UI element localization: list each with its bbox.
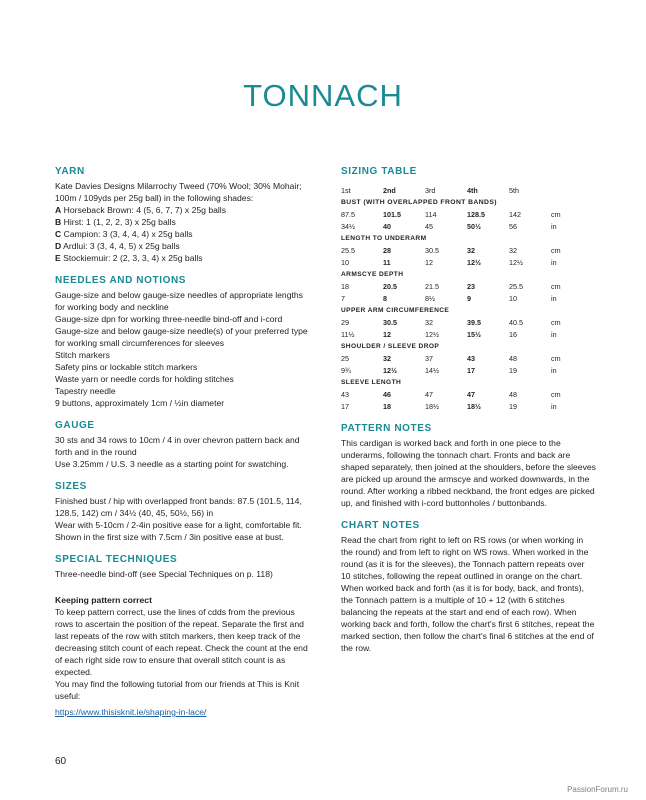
shade-text: Ardlui: 3 (3, 4, 4, 5) x 25g balls [63,241,180,251]
table-cell: in [551,221,557,231]
size-header-row [341,184,591,196]
table-cell: 8 [383,293,387,303]
needles-line: Waste yarn or needle cords for holding stitches [55,374,234,384]
table-cell: 32 [383,353,391,363]
table-group-label: UPPER ARM CIRCUMFERENCE [341,306,450,314]
table-cell: 25.5 [341,245,355,255]
table-cell: 142 [509,209,521,219]
table-cell: 1st [341,185,351,195]
needles-line: Gauge-size and below gauge-size needles of appropriate lengths for working body and neckline [55,290,303,312]
table-cell: 3rd [425,185,436,195]
table-group-row [341,376,591,388]
yarn-heading: YARN [55,166,85,177]
table-cell: 14½ [425,365,439,375]
table-group-label: LENGTH TO UNDERARM [341,234,427,242]
table-cell: 18½ [425,401,439,411]
sizes-section [55,480,310,543]
chart-notes-text: Read the chart from right to left on RS rows (or when working in the round) and from left to right on WS rows. When worked in the round (as it is for the sleeves), the Tonnach pattern repeats over 10 stitches, following the repeat outlined in orange on the chart. When worked back and forth (as it is for body, back, and fronts), the Tonnach pattern is a multiple of 10 + 12 (with 6 stitches balancing the repeats at the start and end of each row). When working back and forth, follow the chart's first 6 stitches, repeat the marked section, then follow the chart's final 6 stitches at the end of the row. [341,535,595,653]
table-cell: in [551,257,557,267]
table-cell: 16 [509,329,517,339]
table-row [341,352,591,364]
table-cell: 25 [341,353,349,363]
table-cell: 11½ [341,329,355,339]
keeping-pattern-text: To keep pattern correct, use the lines of cdds from the previous rows to ascertain the position of the repeat. Separate the first and last repeats of the row with stitch markers, then keep track of the decreasing stitch count of each repeat. Check the count at the end of each right side row to ensure that overall stitch count is as expected. [55,607,308,677]
yarn-shade [55,240,310,252]
table-cell: 34½ [341,221,355,231]
table-cell: 18 [383,401,391,411]
table-cell: 10 [341,257,349,267]
table-cell: 39.5 [467,317,481,327]
table-cell: 9¾ [341,365,351,375]
sizing-table-heading: SIZING TABLE [341,166,417,177]
table-row [341,220,591,232]
table-cell: 9 [467,293,471,303]
table-cell: 32 [425,317,433,327]
table-group-row [341,304,591,316]
gauge-line: Use 3.25mm / U.S. 3 needle as a starting point for swatching. [55,459,289,469]
table-cell: in [551,401,557,411]
sizes-line: Wear with 5-10cm / 2-4in positive ease for a light, comfortable fit. [55,520,302,530]
table-cell: 32 [467,245,475,255]
table-cell: 45 [425,221,433,231]
table-cell: 50½ [467,221,481,231]
table-cell: in [551,365,557,375]
table-row [341,364,591,376]
table-cell: 48 [509,353,517,363]
table-cell: 11 [383,257,391,267]
table-group-label: SHOULDER / SLEEVE DROP [341,342,440,350]
table-row [341,244,591,256]
table-cell: 43 [467,353,475,363]
yarn-shade [55,216,310,228]
table-row [341,256,591,268]
table-cell: 48 [509,389,517,399]
table-cell: 19 [509,365,517,375]
yarn-shade [55,228,310,240]
special-techniques-section [55,553,310,580]
shade-letter: E [55,253,61,263]
table-cell: 12 [425,257,433,267]
shade-letter: B [55,217,62,227]
table-cell: in [551,329,557,339]
table-cell: 23 [467,281,475,291]
sizes-heading: SIZES [55,481,87,492]
needles-line: Tapestry needle [55,386,116,396]
table-cell: cm [551,317,561,327]
shade-text: Hirst: 1 (1, 2, 2, 3) x 25g balls [63,217,176,227]
special-techniques-heading: SPECIAL TECHNIQUES [55,554,178,565]
needles-line: Safety pins or lockable stitch markers [55,362,198,372]
table-group-label: SLEEVE LENGTH [341,378,402,386]
yarn-intro: Kate Davies Designs Milarrochy Tweed (70% Wool; 30% Mohair; 100m / 109yds per 25g ball) in the following shades: [55,181,302,203]
table-cell: 12½ [467,257,481,267]
yarn-shade [55,204,310,216]
table-row [341,280,591,292]
table-cell: 5th [509,185,519,195]
table-cell: 29 [341,317,349,327]
table-cell: 28 [383,245,391,255]
table-cell: 47 [467,389,475,399]
table-cell: cm [551,209,561,219]
keeping-pattern-section [55,594,310,720]
sizes-line: Shown in the first size with 7.5cm / 3in positive ease at bust. [55,532,284,542]
table-row [341,208,591,220]
shade-text: Horseback Brown: 4 (5, 6, 7, 7) x 25g balls [63,205,227,215]
keeping-pattern-heading: Keeping pattern correct [55,595,152,605]
yarn-shade [55,252,310,264]
table-cell: 18½ [467,401,481,411]
table-row [341,400,591,412]
table-cell: 43 [341,389,349,399]
table-cell: 19 [509,401,517,411]
table-cell: cm [551,281,561,291]
table-cell: 17 [467,365,475,375]
shade-text: Campion: 3 (3, 4, 4, 4) x 25g balls [63,229,193,239]
table-cell: 56 [509,221,517,231]
table-row [341,316,591,328]
tutorial-link[interactable]: https://www.thisisknit.ie/shaping-in-lace/ [55,707,207,717]
shade-letter: A [55,205,62,215]
table-cell: 30.5 [425,245,439,255]
table-group-row [341,196,591,208]
table-cell: 87.5 [341,209,355,219]
table-cell: 30.5 [383,317,397,327]
shade-text: Stockiemuir: 2 (2, 3, 3, 4) x 25g balls [63,253,203,263]
table-cell: 15½ [467,329,481,339]
needles-section [55,274,310,409]
chart-notes-heading: CHART NOTES [341,520,420,531]
table-cell: cm [551,245,561,255]
needles-line: Gauge-size and below gauge-size needle(s) of your preferred type for working small circumferences for sleeves [55,326,308,348]
table-cell: 128.5 [467,209,485,219]
table-cell: 40 [383,221,391,231]
yarn-section [55,165,310,264]
table-cell: 40.5 [509,317,523,327]
table-cell: cm [551,353,561,363]
gauge-line: 30 sts and 34 rows to 10cm / 4 in over chevron pattern back and forth and in the round [55,435,300,457]
table-cell: 46 [383,389,391,399]
table-cell: 7 [341,293,345,303]
table-row [341,292,591,304]
sizing-table [341,184,591,412]
table-cell: 12½ [509,257,523,267]
needles-line: 9 buttons, approximately 1cm / ½in diameter [55,398,225,408]
left-column [55,165,310,730]
table-cell: 12 [383,329,391,339]
table-cell: 2nd [383,185,396,195]
table-cell: 10 [509,293,517,303]
table-row [341,388,591,400]
table-cell: 25.5 [509,281,523,291]
table-cell: 21.5 [425,281,439,291]
table-cell: 101.5 [383,209,401,219]
table-group-label: ARMSCYE DEPTH [341,270,404,278]
table-group-label: BUST (WITH OVERLAPPED FRONT BANDS) [341,198,497,206]
table-cell: 12½ [383,365,397,375]
pattern-notes-section [341,422,596,509]
table-cell: 18 [341,281,349,291]
page-title: TONNACH [243,78,403,113]
gauge-heading: GAUGE [55,420,95,431]
pattern-notes-text: This cardigan is worked back and forth in one piece to the underarms, following the tonnach chart. Fronts and back are shaped separately, then joined at the shoulders, before the sleeves are picked up around the armscye and worked downwards, in the round. After working a ribbed neckband, the front edges are picked up, and finished with i-cord buttonholes / buttonbands. [341,438,596,508]
table-row [341,328,591,340]
pattern-notes-heading: PATTERN NOTES [341,423,432,434]
shade-letter: C [55,229,62,239]
chart-notes-section [341,519,596,654]
table-cell: 32 [509,245,517,255]
table-group-row [341,232,591,244]
table-group-row [341,268,591,280]
table-cell: 37 [425,353,433,363]
table-cell: 4th [467,185,478,195]
table-cell: in [551,293,557,303]
shade-letter: D [55,241,62,251]
table-group-row [341,340,591,352]
table-cell: 12½ [425,329,439,339]
table-cell: 20.5 [383,281,397,291]
tutorial-text: You may find the following tutorial from our friends at This is Knit useful: [55,679,300,701]
needles-line: Stitch markers [55,350,110,360]
table-cell: 47 [425,389,433,399]
table-cell: 17 [341,401,349,411]
gauge-section [55,419,310,470]
needles-line: Gauge-size dpn for working three-needle bind-off and i-cord [55,314,283,324]
table-cell: 114 [425,209,437,219]
table-cell: cm [551,389,561,399]
right-column [341,165,596,664]
footer-watermark: PassionForum.ru [567,785,628,794]
page-number: 60 [55,756,67,767]
sizes-line: Finished bust / hip with overlapped front bands: 87.5 (101.5, 114, 128.5, 142) cm / 34½ (40, 45, 50½, 56) in [55,496,302,518]
sizing-table-section [341,165,596,412]
special-techniques-text: Three-needle bind-off (see Special Techniques on p. 118) [55,569,273,579]
table-cell [551,184,591,196]
table-cell: 8½ [425,293,435,303]
needles-heading: NEEDLES AND NOTIONS [55,275,187,286]
